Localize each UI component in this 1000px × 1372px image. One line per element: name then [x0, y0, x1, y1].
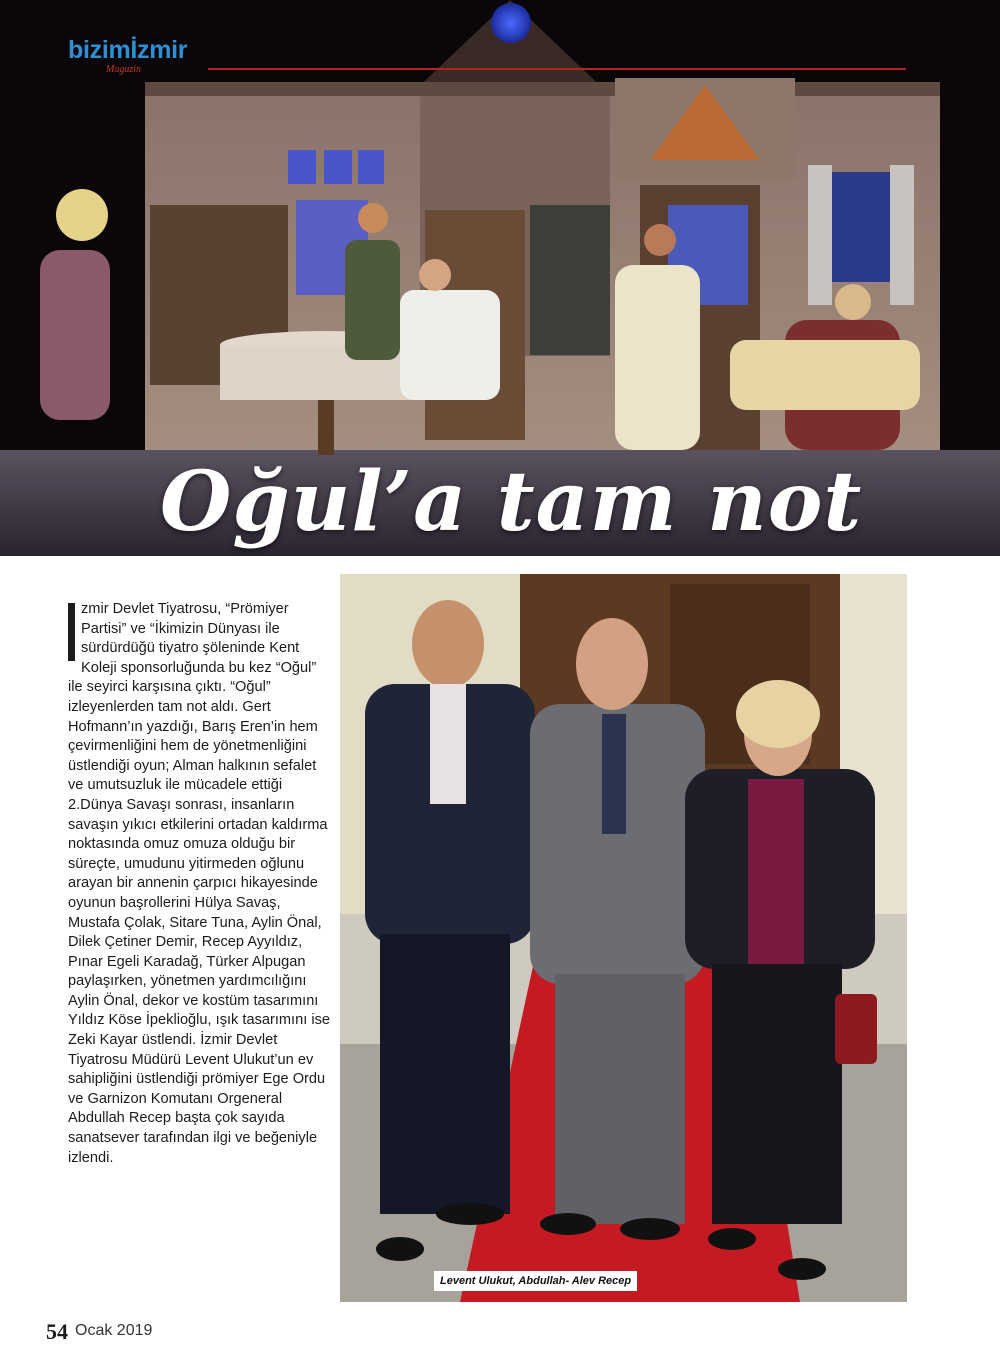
event-photo-image: [340, 574, 907, 1302]
magazine-logo[interactable]: [68, 36, 208, 78]
logo-brand-text: bizimİzmir: [68, 36, 188, 64]
issue-date: Ocak 2019: [75, 1322, 153, 1339]
stage-photo: [0, 0, 1000, 556]
logo-sub-text: Magazin: [106, 64, 141, 75]
event-photo: [340, 574, 907, 1302]
header-divider: [208, 68, 906, 70]
article-text: zmir Devlet Tiyatrosu, “Prömiyer Partisi” ve “İkimizin Dünyası ile sürdürdüğü tiyatro şöleninde Kent Koleji sponsorluğunda bu kez “Oğul” ile seyirci karşısına çıktı. “Oğul” izleyenlerden tam not aldı. Gert Hofmann’ın yazdığı, Barış Eren’in hem çevirmenliğini hem de yönetmenliğini üstlendiği oyun; Alman halkının sefalet ve umutsuzluk ile mücadele ettiği 2.Dünya Savaşı sonrası, insanların savaşın yıkıcı etkilerini ortadan kaldırma noktasında omuz omuza olduğu bir süreçte, umudunu yitirmeden oğlunu arayan bir annenin çarpıcı hikayesinde oyunun başrollerini Hülya Savaş, Mustafa Çolak, Sitare Tuna, Aylin Önal, Dilek Çetiner Demir, Recep Ayyıldız, Pınar Egeli Karadağ, Türker Alpugan paylaşırken, yönetmen yardımcılığını Aylin Önal, dekor ve kostüm tasarımını Yıldız Köse İpeklioğlu, ışık tasarımını ise Zeki Kayar üstlendi. İzmir Devlet Tiyatrosu Müdürü Levent Ulukut’un ev sahipliğini üstlendiği prömiyer Ege Ordu ve Garnizon Komutanı Orgeneral Abdullah Recep başta çok sayıda sanatsever tarafından ilgi ve beğeniyle izlendi.: [68, 601, 330, 1166]
photo-caption: Levent Ulukut, Abdullah- Alev Recep: [434, 1271, 637, 1291]
article-body: [68, 600, 330, 1168]
page-number: 54: [46, 1319, 68, 1344]
article-headline: Oğul’a tam not: [160, 454, 863, 550]
drop-cap: [68, 603, 75, 661]
